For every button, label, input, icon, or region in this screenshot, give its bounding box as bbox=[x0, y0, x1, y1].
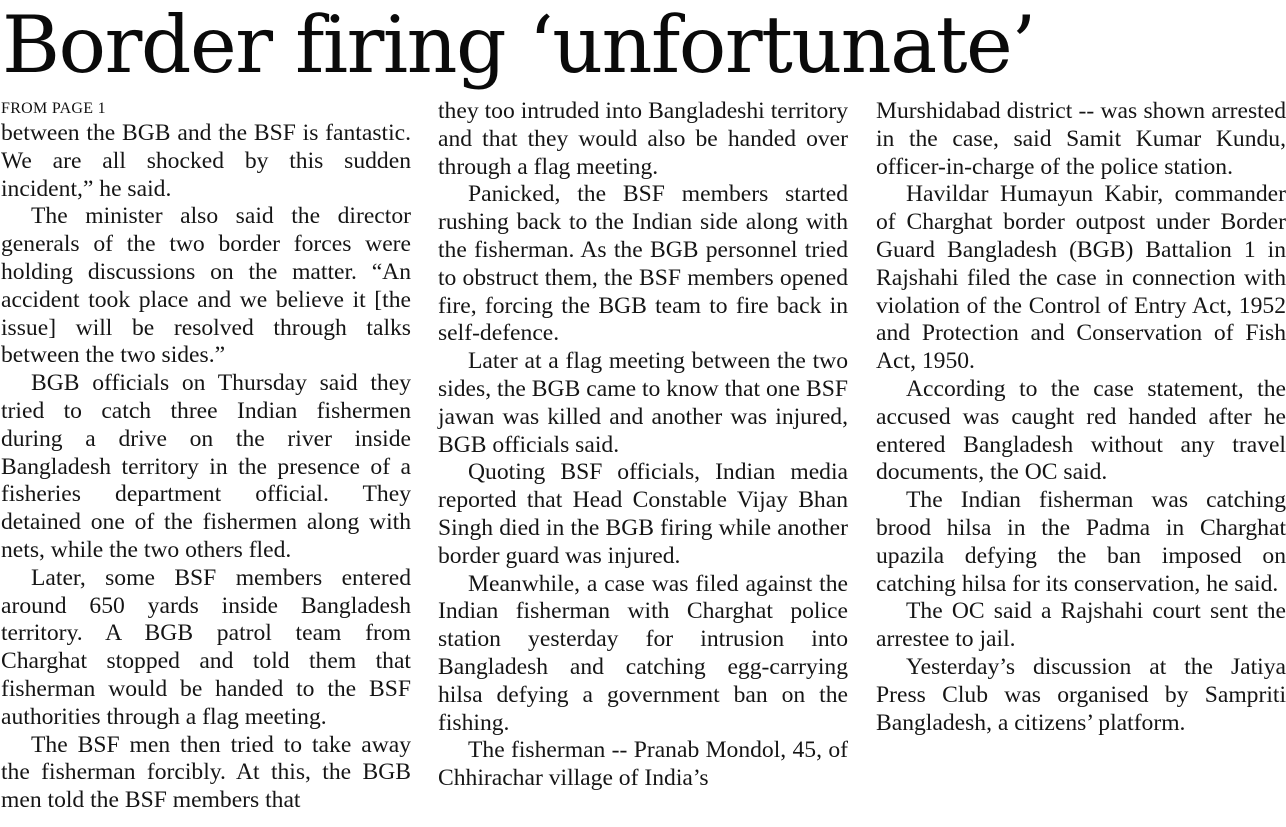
paragraph: Murshidabad district -- was shown arrested in the case, said Samit Kumar Kundu, officer-in-charge of the police station. bbox=[876, 98, 1286, 180]
paragraph: Meanwhile, a case was filed against the Indian fisherman with Charghat police station yesterday for intrusion into Bangladesh and catching egg-carrying hilsa defying a government ban on the fishing. bbox=[438, 570, 848, 736]
paragraph: Quoting BSF officials, Indian media reported that Head Constable Vijay Bhan Singh died in the BGB firing while another border guard was injured. bbox=[438, 459, 848, 569]
paragraph: According to the case statement, the accused was caught red handed after he entered Bangladesh without any travel documents, the OC said. bbox=[876, 375, 1286, 486]
paragraph: between the BGB and the BSF is fantastic. We are all shocked by this sudden incident,” he said. bbox=[1, 120, 411, 202]
paragraph: Havildar Humayun Kabir, commander of Charghat border outpost under Border Guard Bangladesh (BGB) Battalion 1 in Rajshahi filed the case in connection with violation of the Control of Entry Act, 1952 and Protection and Conservation of Fish Act, 1950. bbox=[876, 181, 1286, 375]
article-column-2 bbox=[438, 98, 848, 793]
paragraph: Later at a flag meeting between the two sides, the BGB came to know that one BSF jawan was killed and another was injured, BGB officials said. bbox=[438, 348, 848, 458]
paragraph: Later, some BSF members entered around 650 yards inside Bangladesh territory. A BGB patrol team from Charghat stopped and told them that fisherman would be handed to the BSF authorities through a flag meeting. bbox=[1, 564, 411, 730]
paragraph: they too intruded into Bangladeshi territory and that they would also be handed over through a flag meeting. bbox=[438, 98, 848, 180]
paragraph: The fisherman -- Pranab Mondol, 45, of Chhirachar village of India’s bbox=[438, 737, 848, 792]
continuation-kicker: FROM PAGE 1 bbox=[1, 100, 106, 117]
paragraph: BGB officials on Thursday said they tried to catch three Indian fishermen during a drive on the river inside Bangladesh territory in the presence of a fisheries department official. They detained one of the fishermen along with nets, while the two others fled. bbox=[1, 370, 411, 563]
paragraph: Yesterday’s discussion at the Jatiya Press Club was organised by Sampriti Bangladesh, a citizens’ platform. bbox=[876, 653, 1286, 736]
paragraph: The Indian fisherman was catching brood hilsa in the Padma in Charghat upazila defying the ban imposed on catching hilsa for its conservation, he said. bbox=[876, 487, 1286, 597]
paragraph: Panicked, the BSF members started rushing back to the Indian side along with the fisherman. As the BGB personnel tried to obstruct them, the BSF members opened fire, forcing the BGB team to fire back in self-defence. bbox=[438, 181, 848, 347]
paragraph: The BSF men then tried to take away the fisherman forcibly. At this, the BGB men told the BSF members that bbox=[1, 731, 411, 814]
paragraph: The OC said a Rajshahi court sent the arrestee to jail. bbox=[876, 598, 1286, 653]
paragraph: The minister also said the director generals of the two border forces were holding discussions on the matter. “An accident took place and we believe it [the issue] will be resolved through talks between the two sides.” bbox=[1, 203, 411, 369]
article-column-1 bbox=[1, 98, 411, 815]
article-column-3 bbox=[876, 98, 1286, 737]
headline: Border firing ‘unfortunate’ bbox=[2, 0, 1035, 91]
